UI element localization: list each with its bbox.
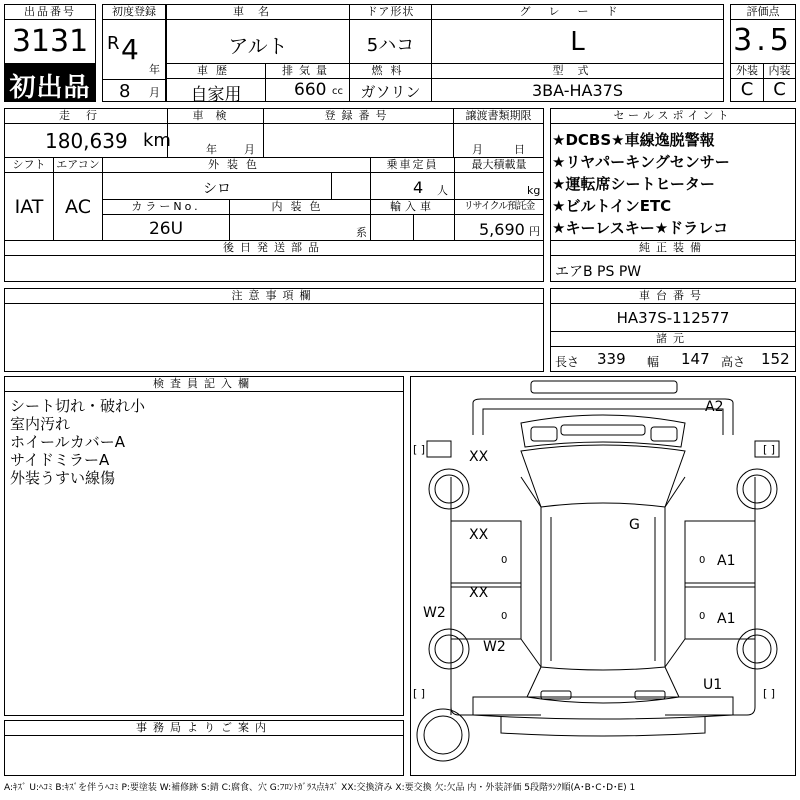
first-registration-cell xyxy=(102,4,166,80)
car-name: アルト xyxy=(228,34,288,58)
exterior-header: 外装 xyxy=(731,64,763,79)
exterior-score-cell xyxy=(730,63,764,102)
sales-point-5: ★キーレスキー★ドラレコ xyxy=(552,219,729,237)
displacement: 660 xyxy=(294,80,327,100)
capacity-cell xyxy=(370,157,455,200)
grade-cell xyxy=(431,4,724,64)
interior-color-unit: 系 xyxy=(356,226,367,239)
mileage-header: 走行 xyxy=(5,109,167,124)
door-header: ドア形状 xyxy=(350,5,431,20)
exterior-score: C xyxy=(740,79,754,100)
capacity-unit: 人 xyxy=(437,184,448,197)
sales-point-4: ★ビルトインETC xyxy=(552,197,672,215)
registration-number-header: 登録番号 xyxy=(264,109,453,124)
mileage-value: 180,639 xyxy=(45,129,128,153)
capacity-header: 乗車定員 xyxy=(371,158,454,173)
interior-color-header: 内装色 xyxy=(230,200,370,215)
registration-month-cell xyxy=(102,79,166,102)
interior-score: C xyxy=(773,79,786,100)
inspection-month-unit: 月 xyxy=(244,143,255,156)
chassis-cell xyxy=(550,288,796,372)
history-cell xyxy=(166,63,266,105)
aircon-cell xyxy=(53,157,103,241)
first-time-label: 初出品 xyxy=(9,73,91,103)
score-cell xyxy=(730,4,796,64)
mark-zero-4: 0 xyxy=(699,611,706,622)
registration-month: 8 xyxy=(119,81,131,102)
transfer-month-unit: 月 xyxy=(472,143,483,156)
import-header: 輸入車 xyxy=(371,200,454,215)
model-code-header: 型式 xyxy=(432,64,723,79)
mark-a1-right1: A1 xyxy=(717,553,736,569)
aircon-header: エアコン xyxy=(54,158,102,173)
car-outline-diagram xyxy=(411,377,795,775)
history-header: 車歴 xyxy=(167,64,265,79)
mileage-cell xyxy=(4,108,171,158)
inspector-note-5: 外装うすい線傷 xyxy=(10,469,116,487)
registration-year-unit: 年 xyxy=(149,63,160,76)
inspection-cell xyxy=(167,108,264,158)
inspection-year-unit: 年 xyxy=(206,143,217,156)
notes-header: 注意事項欄 xyxy=(5,289,543,304)
length-value: 339 xyxy=(597,350,626,368)
mark-zero-1: 0 xyxy=(501,555,508,566)
exterior-color: シロ xyxy=(203,181,231,197)
damage-legend: A:ｷｽﾞ U:ﾍｺﾐ B:ｷｽﾞを伴うﾍｺﾐ P:要塗装 W:補修跡 S:錆 C:腐食、穴 G:ﾌﾛﾝﾄｶﾞﾗｽ点ｷｽﾞ XX:交換済み X:要交換 欠:欠品 内・外装評価 5段階ﾗﾝｸ順(A･B･C･D･E) 1 xyxy=(4,783,636,793)
color-number-cell xyxy=(102,199,230,241)
max-load-cell xyxy=(454,157,544,200)
recycle-header: リサイクル預託金 xyxy=(455,200,543,215)
bracket-front-right: [ ] xyxy=(763,443,776,456)
bracket-rear-left: [ ] xyxy=(413,687,426,700)
mark-a1-right2: A1 xyxy=(717,611,736,627)
bracket-front-left: [ ] xyxy=(413,443,426,456)
bracket-rear-right: [ ] xyxy=(763,687,776,700)
lot-number: 3131 xyxy=(11,24,89,59)
transfer-deadline-cell xyxy=(453,108,544,158)
shift-cell xyxy=(4,157,54,241)
interior-header: 内装 xyxy=(764,64,795,79)
mark-a2: A2 xyxy=(705,399,724,415)
sales-points-cell xyxy=(550,108,796,241)
recycle-value: 5,690 xyxy=(479,220,525,239)
mark-w2-rear: W2 xyxy=(483,639,506,655)
equipment-header: 純正装備 xyxy=(551,241,795,256)
mark-zero-3: 0 xyxy=(699,555,706,566)
shift-value: IAT xyxy=(14,196,44,218)
interior-color-cell xyxy=(229,199,371,241)
aircon-value: AC xyxy=(65,196,91,218)
transfer-day-unit: 日 xyxy=(514,143,525,156)
mark-xx-door2: XX xyxy=(469,585,489,601)
recycle-unit: 円 xyxy=(529,225,540,238)
inspector-notes-header: 検査員記入欄 xyxy=(5,377,403,392)
color-number-header: カラーNo. xyxy=(103,200,229,215)
chassis-header: 車台番号 xyxy=(551,289,795,304)
first-time-badge xyxy=(4,64,96,102)
office-notes-header: 事務局よりご案内 xyxy=(5,721,403,736)
inspector-notes-cell xyxy=(4,376,404,716)
mileage-unit: km xyxy=(143,130,171,151)
height-value: 152 xyxy=(761,350,790,368)
exterior-color-cell xyxy=(102,157,371,200)
interior-score-cell xyxy=(763,63,796,102)
first-registration-header: 初度登録 xyxy=(103,5,165,20)
specs-header: 諸元 xyxy=(551,332,795,347)
door-type: 5ハコ xyxy=(366,35,415,56)
registration-number-cell xyxy=(263,108,454,158)
inspector-note-4: サイドミラーA xyxy=(10,451,110,469)
sales-point-1: ★DCBS★車線逸脱警報 xyxy=(552,131,715,149)
mark-w2-left: W2 xyxy=(423,605,446,621)
height-label: 高さ xyxy=(721,355,746,369)
model-code: 3BA-HA37S xyxy=(531,81,623,100)
chassis-number: HA37S-112577 xyxy=(616,309,730,327)
overall-score: 3.5 xyxy=(733,23,793,58)
inspector-note-2: 室内汚れ xyxy=(10,415,71,433)
lot-number-header: 出品番号 xyxy=(5,5,95,20)
car-name-cell xyxy=(166,4,350,64)
fuel-header: 燃料 xyxy=(350,64,431,79)
mark-g: G xyxy=(629,517,640,533)
grade-header: グレード xyxy=(432,5,723,20)
capacity-value: 4 xyxy=(413,178,424,197)
recycle-cell xyxy=(454,199,544,241)
office-notes-cell xyxy=(4,720,404,776)
sales-point-3: ★運転席シートヒーター xyxy=(552,175,715,193)
sales-points-header: セールスポイント xyxy=(551,109,795,124)
lot-number-cell xyxy=(4,4,96,64)
score-header: 評価点 xyxy=(731,5,795,20)
exterior-color-header: 外装色 xyxy=(103,158,370,173)
equipment-list: エアB PS PW xyxy=(555,264,642,280)
damage-diagram xyxy=(410,376,796,776)
later-parts-cell xyxy=(4,240,544,282)
sales-point-2: ★リヤパーキングセンサー xyxy=(552,153,730,171)
equipment-cell xyxy=(550,240,796,282)
grade: L xyxy=(570,27,585,57)
notes-cell xyxy=(4,288,544,372)
mark-xx-door1: XX xyxy=(469,527,489,543)
displacement-header: 排気量 xyxy=(266,64,349,79)
later-parts-header: 後日発送部品 xyxy=(5,241,543,256)
max-load-unit: kg xyxy=(527,184,541,197)
registration-year: 4 xyxy=(121,33,139,66)
mark-xx-front: XX xyxy=(469,449,489,465)
car-name-header: 車名 xyxy=(167,5,349,20)
shift-header: シフト xyxy=(5,158,53,173)
import-cell xyxy=(370,199,455,241)
inspector-note-1: シート切れ・破れ小 xyxy=(10,397,146,415)
inspector-note-3: ホイールカバーA xyxy=(10,433,125,451)
width-value: 147 xyxy=(681,350,710,368)
color-number: 26U xyxy=(148,219,184,239)
length-label: 長さ xyxy=(555,355,580,369)
car-history: 自家用 xyxy=(190,85,242,105)
mark-u1: U1 xyxy=(703,677,723,693)
max-load-header: 最大積載量 xyxy=(455,158,543,173)
width-label: 幅 xyxy=(647,355,660,369)
displacement-cell xyxy=(265,63,350,102)
transfer-deadline-header: 譲渡書類期限 xyxy=(454,109,543,124)
door-cell xyxy=(349,4,432,64)
fuel: ガソリン xyxy=(360,83,421,101)
model-code-cell xyxy=(431,63,724,102)
registration-month-unit: 月 xyxy=(149,86,160,99)
mark-zero-2: 0 xyxy=(501,611,508,622)
inspection-header: 車検 xyxy=(168,109,263,124)
fuel-cell xyxy=(349,63,432,102)
displacement-unit: cc xyxy=(332,86,343,97)
registration-era: R xyxy=(107,33,120,54)
